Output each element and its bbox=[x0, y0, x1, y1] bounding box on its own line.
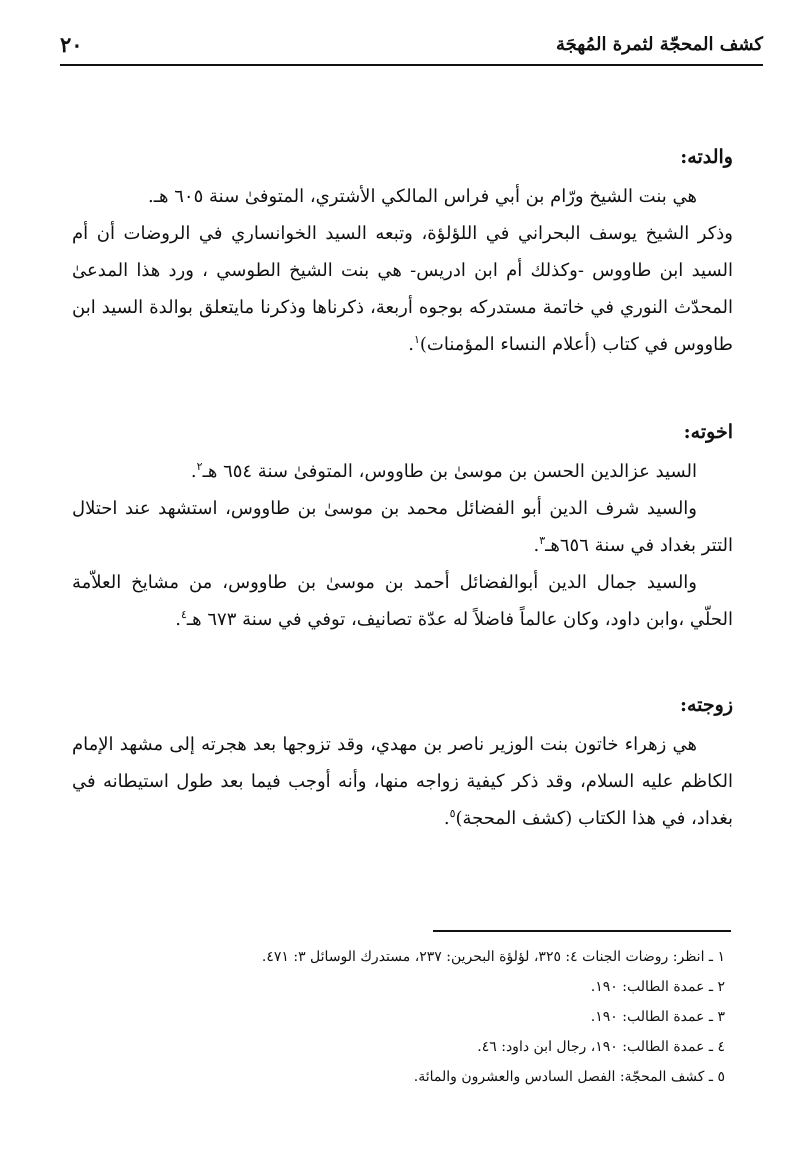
footnote: ٢ ـ عمدة الطالب: ١٩٠. bbox=[590, 979, 725, 995]
footnote: ٤ ـ عمدة الطالب: ١٩٠، رجال ابن داود: ٤٦. bbox=[477, 1039, 725, 1055]
list-item: السيد عزالدين الحسن بن موسىٰ بن طاووس، المتوفىٰ سنة ٦٥٤ هـ$^٢$. bbox=[190, 460, 697, 482]
running-title: كشف المحجّة لثمرة المُهجَة bbox=[556, 33, 763, 55]
page-header bbox=[60, 24, 763, 66]
section-wife bbox=[72, 688, 733, 837]
footnote-marker: ١ bbox=[413, 333, 420, 346]
footnote-marker: ٤ bbox=[180, 608, 187, 621]
list-item: والسيد جمال الدين أبوالفضائل أحمد بن موسىٰ بن طاووس، من مشايخ العلاّمة الحلّي ،وابن داود، وكان عالماً فاضلاً له عدّة تصانيف، توفي في سنة ٦٧٣ هـ$^٤$. bbox=[72, 572, 733, 630]
paragraph: هي بنت الشيخ ورّام بن أبي فراس المالكي الأشتري، المتوفىٰ سنة ٦٠٥ هـ. bbox=[148, 186, 697, 207]
section-brothers bbox=[72, 415, 733, 638]
paragraph: وذكر الشيخ يوسف البحراني في اللؤلؤة، وتبعه السيد الخوانساري في الروضات أن أم السيد ابن طاووس -وكذلك أم ابن ادريس- هي بنت الشيخ الطوسي ، ورد هذا المدعىٰ المحدّث النوري في خاتمة مستدركه بوجوه أربعة، ذكرناها وذكرنا مايتعلق بوالدة السيد ابن طاووس في كتاب (أعلام النساء المؤمنات)$^١$. bbox=[72, 223, 733, 355]
footnote: ١ ـ انظر: روضات الجنات ٤: ٣٢٥، لؤلؤة البحرين: ٢٣٧، مستدرك الوسائل ٣: ٤٧١. bbox=[261, 949, 725, 965]
footnote-marker: ٢ bbox=[196, 460, 203, 473]
footnotes bbox=[60, 942, 725, 1092]
section-mother bbox=[72, 140, 733, 363]
footnote: ٣ ـ عمدة الطالب: ١٩٠. bbox=[590, 1009, 725, 1025]
page-number: ٢٠ bbox=[60, 31, 83, 57]
section-heading-brothers: اخوته: bbox=[683, 421, 733, 443]
paragraph: هي زهراء خاتون بنت الوزير ناصر بن مهدي، وقد تزوجها بعد هجرته إلى مشهد الإمام الكاظم عليه السلام، وقد ذكر كيفية زواجه منها، وأنه أوجب فيما بعد طول استيطانه في بغداد، في هذا الكتاب (كشف المحجة)$^٥$. bbox=[72, 734, 733, 829]
footnote-marker: ٥ bbox=[449, 807, 456, 820]
section-heading-mother: والدته: bbox=[680, 146, 733, 168]
list-item: والسيد شرف الدين أبو الفضائل محمد بن موسىٰ بن طاووس، استشهد عند احتلال التتر بغداد في سنة ٦٥٦هـ$^٣$. bbox=[72, 498, 733, 556]
footnote-divider bbox=[433, 930, 731, 932]
section-heading-wife: زوجته: bbox=[679, 694, 733, 716]
footnote: ٥ ـ كشف المحجّة: الفصل السادس والعشرون والمائة. bbox=[413, 1069, 725, 1085]
footnote-marker: ٣ bbox=[539, 534, 546, 547]
page-body bbox=[72, 140, 733, 837]
